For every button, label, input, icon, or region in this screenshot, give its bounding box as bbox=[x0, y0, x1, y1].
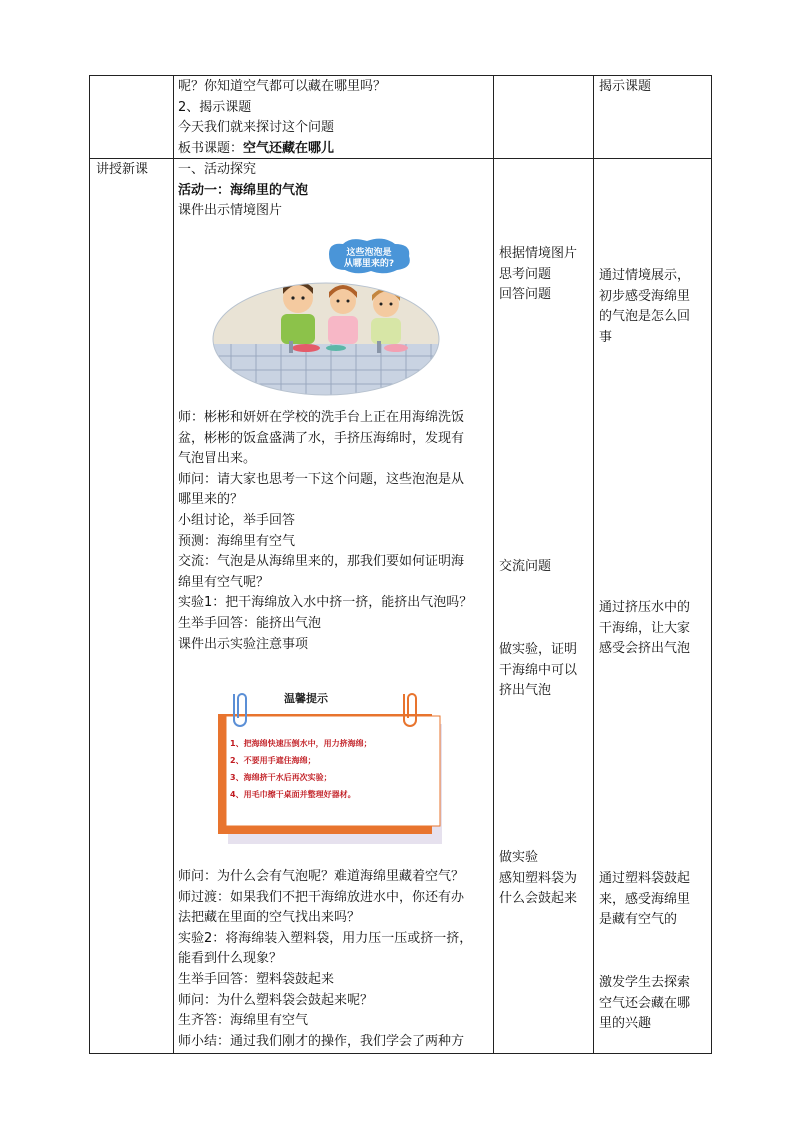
content-line: 师过渡：如果我们不把干海绵放进水中，你还有办 bbox=[178, 889, 465, 905]
design-intent: 通过挤压水中的 bbox=[599, 600, 691, 615]
children-washing-illustration bbox=[211, 236, 441, 404]
design-intent: 干海绵，让大家 bbox=[599, 620, 691, 636]
student-activity: 感知塑料袋为 bbox=[499, 870, 578, 886]
student-activity: 交流问题 bbox=[499, 559, 552, 574]
content-line: 师小结：通过我们刚才的操作，我们学会了两种方 bbox=[178, 1033, 465, 1049]
bubble-line-1: 这些泡泡是 bbox=[346, 248, 392, 258]
content-line: 哪里来的？ bbox=[178, 492, 244, 508]
student-activity: 干海绵中可以 bbox=[499, 662, 578, 678]
content-line: 盆，彬彬的饭盒盛满了水，手挤压海绵时，发现有 bbox=[178, 430, 465, 446]
board-title: 空气还藏在哪儿 bbox=[243, 140, 335, 156]
tip-item: 3、海绵挤干水后再次实验； bbox=[230, 773, 332, 782]
stage-label: 讲授新课 bbox=[96, 162, 149, 177]
board-label: 板书课题： bbox=[178, 140, 244, 156]
student-activity: 做实验 bbox=[499, 850, 539, 865]
student-activity: 什么会鼓起来 bbox=[499, 891, 578, 907]
content-line: 师：彬彬和妍妍在学校的洗手台上正在用海绵洗饭 bbox=[178, 410, 465, 425]
content-line: 生齐答：海绵里有空气 bbox=[178, 1013, 309, 1029]
design-intent: 通过情境展示， bbox=[599, 268, 691, 283]
design-intent: 事 bbox=[599, 329, 613, 345]
column-divider bbox=[173, 76, 174, 1053]
content-line: 气泡冒出来。 bbox=[178, 451, 257, 467]
design-intent: 初步感受海绵里 bbox=[599, 288, 691, 304]
intent-reveal-topic: 揭示课题 bbox=[599, 79, 652, 94]
column-divider bbox=[593, 76, 594, 1053]
tip-card bbox=[210, 684, 450, 854]
tip-item: 4、用毛巾擦干桌面并整理好器材。 bbox=[230, 790, 356, 799]
design-intent: 来，感受海绵里 bbox=[599, 891, 691, 907]
content-line: 绵里有空气呢？ bbox=[178, 574, 270, 590]
content-line: 生举手回答：塑料袋鼓起来 bbox=[178, 972, 335, 987]
tip-item: 1、把海绵快速压倒水中，用力挤海绵； bbox=[230, 739, 372, 748]
content-line: 法把藏在里面的空气找出来吗？ bbox=[178, 910, 361, 926]
design-intent: 感受会挤出气泡 bbox=[599, 641, 691, 657]
content-line: 课件出示情境图片 bbox=[178, 203, 283, 219]
content-line: 师问：为什么会有气泡呢？难道海绵里藏着空气？ bbox=[178, 869, 465, 884]
content-line: 师问：为什么塑料袋会鼓起来呢？ bbox=[178, 992, 374, 1008]
design-intent: 的气泡是怎么回 bbox=[599, 309, 691, 325]
student-activity: 思考问题 bbox=[499, 266, 552, 282]
activity-title: 活动一：海绵里的气泡 bbox=[178, 182, 309, 198]
design-intent: 通过塑料袋鼓起 bbox=[599, 871, 691, 886]
tip-card-graphic bbox=[210, 684, 450, 854]
board-title-line bbox=[178, 139, 334, 160]
tip-item: 2、不要用手遮住海绵； bbox=[230, 756, 316, 765]
content-line: 实验1：把干海绵放入水中挤一挤，能挤出气泡吗？ bbox=[178, 595, 473, 611]
content-line: 课件出示实验注意事项 bbox=[178, 636, 309, 652]
content-line: 预测：海绵里有空气 bbox=[178, 533, 296, 549]
design-intent: 是藏有空气的 bbox=[599, 912, 678, 928]
content-line: 实验2：将海绵装入塑料袋，用力压一压或挤一挤， bbox=[178, 930, 473, 946]
student-activity: 做实验，证明 bbox=[499, 642, 578, 657]
design-intent: 里的兴趣 bbox=[599, 1016, 652, 1032]
content-line: 小组讨论，举手回答 bbox=[178, 513, 296, 528]
student-activity: 根据情境图片 bbox=[499, 246, 578, 261]
row1-line-3: 今天我们就来探讨这个问题 bbox=[178, 120, 335, 136]
design-intent: 激发学生去探索 bbox=[599, 975, 691, 990]
row1-line-2: 2、揭示课题 bbox=[178, 99, 252, 115]
content-line: 交流：气泡是从海绵里来的，那我们要如何证明海 bbox=[178, 554, 465, 570]
student-activity: 挤出气泡 bbox=[499, 683, 552, 699]
content-line: 师问：请大家也思考一下这个问题，这些泡泡是从 bbox=[178, 471, 465, 487]
bubble-line-2: 从哪里来的? bbox=[343, 259, 395, 269]
scene-illustration bbox=[211, 236, 441, 404]
row1-line-1: 呢？你知道空气都可以藏在哪里吗？ bbox=[178, 79, 387, 94]
content-line: 能看到什么现象？ bbox=[178, 951, 283, 967]
column-divider bbox=[493, 76, 494, 1053]
content-line: 生举手回答：能挤出气泡 bbox=[178, 616, 322, 631]
design-intent: 空气还会藏在哪 bbox=[599, 995, 691, 1011]
content-line: 一、活动探究 bbox=[178, 162, 257, 177]
tip-title: 温馨提示 bbox=[284, 692, 328, 705]
student-activity: 回答问题 bbox=[499, 287, 552, 303]
